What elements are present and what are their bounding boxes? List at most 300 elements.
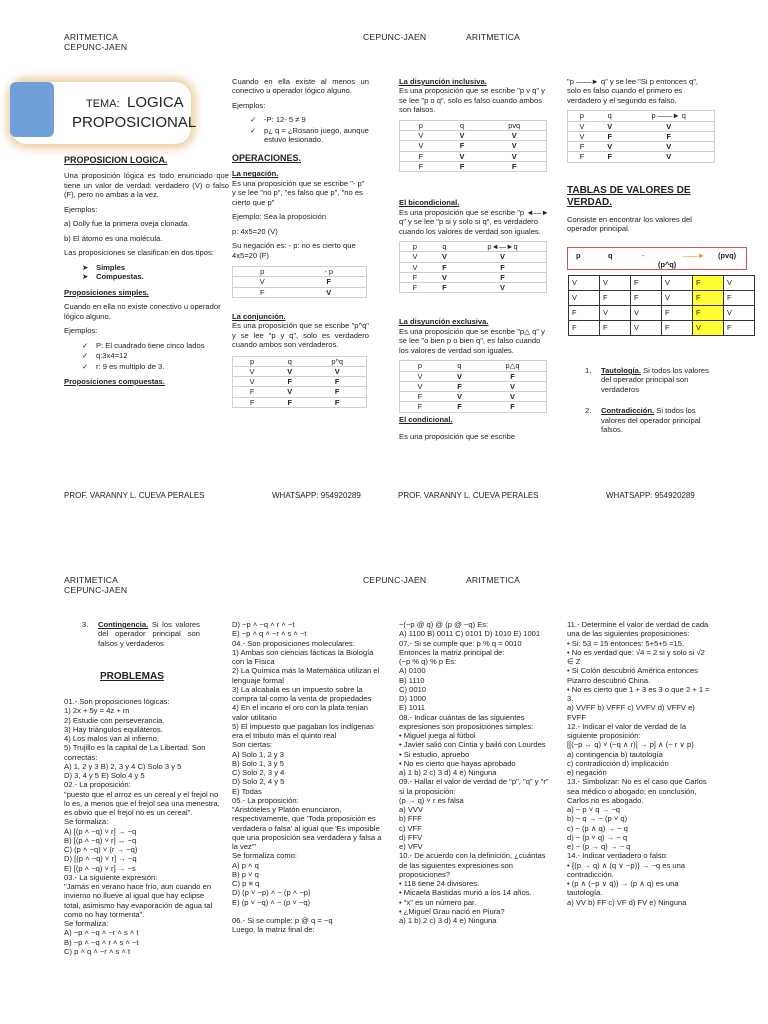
p1-column-2 (232, 77, 369, 408)
table-cell: V (724, 306, 755, 321)
problem-line: E) ~p ˄ q ˄ ~r ˄ s ˄ ~t (232, 629, 307, 639)
table-cell: q (430, 242, 459, 252)
p2-column-2 (232, 620, 382, 935)
problem-line: • Javier salió con Cintia y bailó con Lourdes (399, 740, 546, 750)
bullet-item: ➤ Simples (82, 263, 229, 272)
table-row (233, 377, 367, 387)
problem-line: 02.- La proposición: (64, 780, 131, 790)
table-cell: F (596, 152, 623, 162)
table-cell: V (459, 252, 546, 262)
problem-line: D) 1000 (399, 694, 427, 703)
header-right: ARITMETICA (466, 575, 521, 585)
table-cell: F (631, 276, 662, 291)
table-row (400, 141, 547, 151)
paragraph: Es una proposición que se escribe "p ◄—► q" y se lee "p si y solo si q", es verdadero cuando los valores de verdad son iguales. (399, 207, 549, 236)
check-item: ✓ r: 9 es multiplo de 3. (82, 362, 229, 371)
table-cell: F (271, 397, 308, 407)
header-cell: (pvq) (718, 251, 737, 260)
paragraph: Las proposiciones se clasifican en dos tipos: (64, 248, 214, 258)
problem-line: a) VVFF b) VFFF c) VVFV d) VFFV e) FVFF (567, 703, 695, 722)
table-cell: V (479, 381, 547, 391)
paragraph: p: 4x5=20 (V) (232, 226, 278, 236)
definitions-list (585, 366, 710, 435)
table-cell: F (440, 381, 479, 391)
table-row (400, 120, 547, 130)
problem-line: B) Solo 1, 3 y 5 (232, 758, 284, 768)
table-cell: V (459, 283, 546, 293)
problem-line: D) ~p ˄ ~q ˄ r ˄ ~t (232, 620, 295, 629)
table-cell: p^q (308, 356, 366, 366)
table-cell: V (291, 287, 366, 297)
table-cell: q (440, 361, 479, 371)
table-cell: V (623, 121, 714, 131)
table-cell: V (400, 381, 440, 391)
table-cell: F (308, 387, 366, 397)
table-cell: V (271, 366, 308, 376)
disjunction-table (399, 120, 547, 172)
table-cell: V (271, 387, 308, 397)
table-row (400, 361, 547, 371)
table-row (568, 131, 715, 141)
sub-heading: La negación. (232, 169, 279, 179)
problem-line: E) (p ˅ ~q) ˄ ~ (p ˅ ~q) (232, 897, 311, 907)
p1-column-4 (567, 77, 707, 239)
biconditional-table (399, 241, 547, 293)
problem-line: 2) La Química más la Matemática utilizan el lenguaje formal (232, 666, 380, 685)
header-left-2: CEPUNC-JAEN (64, 42, 128, 52)
title-word-2: PROPOSICIONAL (72, 114, 197, 131)
table-cell: V (596, 142, 623, 152)
problem-line: 2) Estudie con perseverancia. (64, 715, 165, 725)
table-cell: V (442, 151, 483, 161)
check-item: ✓ -P: 12- 5 ≠ 9 (250, 115, 369, 124)
table-cell: F (724, 321, 755, 336)
problem-line: • Si estudio, apruebo (399, 749, 470, 759)
table-cell: F (400, 161, 442, 171)
problems-heading: PROBLEMAS (100, 671, 164, 682)
paragraph: Ejemplos: (232, 100, 266, 110)
problem-line: b) ~ q → ~ (p ˅ q) (567, 814, 628, 824)
problem-line: • Si Colón descubrió América entonces Pizarro descubrió China. (567, 666, 698, 685)
table-cell: F (400, 151, 442, 161)
table-cell: F (233, 387, 272, 397)
problem-line: 12.- Indicar el valor de verdad de la siguiente proposición: (567, 721, 687, 740)
problem-line: C) 0010 (399, 684, 427, 694)
table-cell: V (662, 291, 693, 306)
section-heading: TABLAS DE VALORES DE VERDAD. (567, 184, 691, 209)
problem-line: • Si: 53 = 15 entonces: 5+5+5 =15. (567, 638, 685, 648)
table-cell: F (308, 397, 366, 407)
problem-line: 07.- Si se cumple que: p % q = 0010 Entonces la matriz principal de: (399, 638, 522, 657)
table-row (233, 366, 367, 376)
paragraph: Es una proposición que se escribe "p△ q" y se lee "o bien p o bien q", es falso cuando los valores de verdad son iguales. (399, 326, 545, 355)
table-row (233, 267, 367, 277)
table-cell: p△q (479, 361, 547, 371)
table-cell: F (400, 283, 430, 293)
table-cell: V (440, 371, 479, 381)
table-cell: V (596, 121, 623, 131)
table-cell: V (568, 131, 596, 141)
problem-line: e) VFV (399, 842, 423, 851)
paragraph: Una proposición lógica es todo enunciado que tiene un valor de verdad: verdadero (V) o falso (F), pero no ambas a la vez. (64, 171, 229, 200)
footer-whatsapp: WHATSAPP: 954920289 (606, 491, 695, 500)
problem-line: 13.- Simbolizar: No es el caso que Carlos sea médico o abogado; en conclusión, Carlos no es abogado. (567, 777, 707, 805)
paragraph: Es una proposición que se escribe (399, 432, 516, 442)
table-cell: V (569, 276, 600, 291)
problem-line: ~(~p @ q) @ (p @ ~q) Es: (399, 620, 489, 629)
problem-line: Luego, la matriz final de: (232, 925, 315, 935)
problem-line: d) FFV (399, 832, 423, 842)
table-row (400, 371, 547, 381)
header-right: ARITMETICA (466, 32, 521, 42)
problem-line: 08.- Indicar cuántas de las siguientes expresiones son proposiciones simples: (399, 712, 534, 731)
problem-line: a) ~ p ˅ q → ~q (567, 805, 620, 814)
problem-line: 4) Los malos van al infierno. (64, 734, 159, 743)
check-item: ✓ q:3x4=12 (82, 351, 229, 360)
table-cell: V (623, 142, 714, 152)
table-cell: V (400, 262, 430, 272)
table-cell: F (482, 161, 546, 171)
table-cell: V (442, 131, 483, 141)
list-item: 2. Contradicción. Si todos los valores del operador principal falsos. (585, 406, 701, 435)
term: Contingencia. (98, 620, 149, 629)
table-cell: F (440, 402, 479, 412)
problem-line: 10.- De acuerdo con la definición, ¿cuántas de las siguientes expresiones son proposiciones? (399, 851, 546, 879)
table-cell: V (482, 141, 546, 151)
table-cell: V (430, 252, 459, 262)
header-cell: p (576, 251, 581, 260)
table-row (569, 276, 755, 291)
problem-line: C) p ≡ q (232, 879, 260, 888)
sub-heading: El bicondicional. (399, 198, 460, 208)
problem-line: • Micaela Bastidas murió a los 14 años. (399, 888, 532, 898)
table-cell: F (623, 131, 714, 141)
paragraph: b) El átomo es una molécula. (64, 233, 163, 243)
p1-column-1 (64, 155, 229, 391)
problem-line: 01.- Son proposiciones lógicas: (64, 697, 170, 706)
sub-heading: La disyunción inclusiva. (399, 77, 487, 86)
table-cell: q (271, 356, 308, 366)
table-row (400, 151, 547, 161)
paragraph: Ejemplo: Sea la proposición (232, 212, 327, 222)
table-cell: F (479, 371, 547, 381)
table-cell: V (233, 377, 272, 387)
problem-line: • (p ∧ (~p ∨ q)) → (p ∧ q) es una tautología. (567, 879, 679, 898)
problem-line: d) ~ (p ˅ q) → ~ q (567, 832, 628, 842)
table-row (400, 252, 547, 262)
problem-line: B) [(p ˄ ~q) ˅ r] ↔ ~q (64, 835, 137, 845)
table-cell: V (631, 306, 662, 321)
footer-author: PROF. VARANNY L. CUEVA PERALES (64, 491, 205, 500)
table-cell: F (233, 397, 272, 407)
problem-line: • Miguel juega al fútbol (399, 731, 476, 740)
problem-line: • "x" es un número par. (399, 897, 477, 907)
table-row (569, 306, 755, 321)
table-cell: V (569, 291, 600, 306)
header-center: CEPUNC-JAEN (363, 575, 427, 585)
sub-heading: La conjunción. (232, 311, 286, 321)
header-cell: - (642, 251, 645, 260)
problem-line: 04.- Son proposiciones moleculares: (232, 638, 355, 648)
paragraph: Ejemplos: (64, 204, 98, 214)
table-row (233, 387, 367, 397)
table-cell: F (430, 283, 459, 293)
table-row (233, 277, 367, 287)
table-cell: F (662, 306, 693, 321)
problem-line: "Aristóteles y Platón enunciaron, respectivamente, que 'Toda proposición es verdadera o falsa' al igual que 'Es imposible que una proposición sea verdadera y falsa a la vez'" (232, 805, 382, 851)
problem-line: C) Solo 2, 3 y 4 (232, 768, 285, 777)
table-cell: V (400, 371, 440, 381)
table-cell: V (662, 276, 693, 291)
problem-line: • No es verdad que: √4 = 2 si y solo si √2 ∈ Z (567, 647, 705, 666)
problem-line: A) 1100 B) 0011 C) 0101 D) 1010 E) 1001 (399, 629, 541, 639)
problem-line: A) 1, 2 y 3 B) 2, 3 y 4 C) Solo 3 y 5 (64, 761, 182, 771)
problem-line: E) [(p ˄ ~q) ˅ r] → ~s (64, 863, 136, 873)
table-cell: F (291, 277, 366, 287)
table-row (400, 272, 547, 282)
sub-heading: La disyunción exclusiva. (399, 317, 489, 327)
sub-heading: Proposiciones compuestas. (64, 377, 165, 386)
table-cell: V (482, 151, 546, 161)
problem-line: C) p ˄ q ˄ ~r ˄ s ˄ t (64, 946, 131, 956)
problem-line: Son ciertas: (232, 740, 273, 750)
table-cell: q (442, 120, 483, 130)
table-cell: p (400, 242, 430, 252)
table-cell: V (400, 131, 442, 141)
list-item: 1. Tautología. Si todos los valores del operador principal son verdaderos (585, 366, 709, 394)
table-cell: p ——► q (623, 111, 714, 121)
table-cell: F (662, 321, 693, 336)
problem-line: e) negación (567, 768, 607, 777)
conjunction-table (232, 356, 367, 408)
problem-line: 5) El impuesto que pagaban los indígenas era el tributo más el quinto real (232, 721, 374, 740)
p1-column-3 (399, 77, 549, 447)
sub-heading: El condicional. (399, 414, 453, 424)
term: Contradicción. (601, 406, 655, 416)
problem-line: • ¿Miguel Grau nació en Piura? (399, 906, 505, 916)
problem-line: 06.- Si se cumple: p @ q = ~q (232, 916, 333, 925)
table-cell: F (596, 131, 623, 141)
problem-line: 3) La alcabala es un impuesto sobre la compra tal como la venta de propiedades (232, 684, 372, 703)
table-cell: F (400, 392, 440, 402)
paragraph: Cuando en ella no existe conectivo u operador lógico alguno. (64, 302, 221, 321)
definition: Si todos los valores del operador principal falsos. (601, 406, 701, 435)
footer-whatsapp: WHATSAPP: 954920289 (272, 491, 361, 500)
problem-line: 11.- Determine el valor de verdad de cada una de las siguientes proposiciones: (567, 620, 709, 639)
table-row (400, 131, 547, 141)
table-cell: p (233, 267, 292, 277)
table-cell: p (233, 356, 272, 366)
table-cell: F (600, 291, 631, 306)
table-cell: V (568, 121, 596, 131)
table-cell: F (569, 321, 600, 336)
table-cell: F (600, 321, 631, 336)
table-cell: p (400, 361, 440, 371)
problem-line: "Jamás en verano hace frío, aun cuando en invierno no llueve al igual que hay eclipse total, asimismo hay evaporación de agua tal como no hay tormenta". (64, 882, 213, 919)
problem-line: c) VFF (399, 823, 422, 833)
problem-line: B) p ˅ q (232, 869, 259, 879)
problem-line: B) ~p ˄ ~q ˄ r ˄ s ˄ ~t (64, 937, 139, 947)
p2-column-1 (64, 697, 222, 956)
title-word-1: LOGICA (127, 94, 184, 111)
table-cell: - p (291, 267, 366, 277)
problem-line: [[(~p ↔ q) ˅ (~q ∧ r)] → p] ∧ (~ r ∨ p) (567, 740, 694, 750)
truth-table-header (567, 247, 747, 270)
section-heading: OPERACIONES. (232, 152, 302, 163)
paragraph: "p ——► q" y se lee "Si p entonces q", solo es falso cuando el primero es verdadero y el segundo es falso. (567, 77, 698, 105)
table-row (568, 121, 715, 131)
problem-line: 1) 2x + 5y = 4z + m (64, 706, 130, 716)
problem-line: D) Solo 2, 4 y 5 (232, 777, 285, 787)
problem-line: a) contingencia b) tautología (567, 749, 663, 759)
negation-table (232, 266, 367, 298)
problem-line: (p → q) ˅ r es falsa (399, 795, 464, 805)
table-cell: F (479, 402, 547, 412)
table-cell: p (400, 120, 442, 130)
problem-line: A) [(p ˄ ~q) ˅ r] → ~q (64, 826, 137, 836)
problem-line: Se formaliza: (64, 919, 109, 928)
problem-line: c) contradicción d) implicación (567, 758, 669, 768)
problem-line: e) ~ (p → q) → ~ q (567, 842, 631, 851)
header-cell: (p^q) (658, 260, 677, 269)
table-row (400, 392, 547, 402)
problem-line: A) 0100 (399, 666, 426, 676)
paragraph: Consiste en encontrar los valores del operador principal. (567, 214, 692, 234)
table-cell: F (693, 291, 724, 306)
problem-line: • 118 tiene 24 divisores. (399, 879, 480, 888)
problem-line: 05.- La proposición: (232, 795, 299, 805)
paragraph: Es una proposición que se escribe "p v q" y se lee "p o q", solo es falso cuando ambos son falsos. (399, 86, 545, 115)
table-cell: F (442, 161, 483, 171)
paragraph: Ejemplos: (64, 326, 98, 336)
table-cell: V (482, 131, 546, 141)
table-cell: V (233, 277, 292, 287)
table-cell: F (442, 141, 483, 151)
problem-line: B) 1110 (399, 675, 425, 685)
problem-line: E) 1011 (399, 703, 426, 713)
table-cell: V (693, 321, 724, 336)
problem-line: (~p % q) % p Es: (399, 657, 457, 666)
table-cell: V (400, 252, 430, 262)
table-cell: V (400, 141, 442, 151)
problem-line: 5) Trujillo es la capital de La Libertad. Son correctas: (64, 743, 206, 762)
problem-line: D) [(p ˄ ~q) ˅ r] → ~q (64, 854, 137, 864)
table-cell: F (308, 377, 366, 387)
paragraph: a) Dolly fue la primera oveja clonada. (64, 219, 190, 229)
table-cell: V (308, 366, 366, 376)
table-cell: F (724, 291, 755, 306)
header-center: CEPUNC-JAEN (363, 32, 427, 42)
definition: Si todos los valores del operador principal son verdaderos (601, 366, 709, 394)
truth-table-grid (568, 275, 755, 336)
problem-line: • {(p → q) ∧ (q ∨ ~p)} → ~q es una contradicción. (567, 860, 686, 879)
problem-line: 4) En el incario el oro con la plata tenían valor utilitario (232, 703, 368, 722)
table-row (568, 111, 715, 121)
table-cell: V (440, 392, 479, 402)
table-row (400, 283, 547, 293)
title-label: TEMA: (86, 98, 120, 110)
table-cell: V (479, 392, 547, 402)
table-cell: V (623, 152, 714, 162)
problem-line: c) ~ (p ∧ q) → ~ q (567, 823, 628, 833)
problem-line: Se formaliza como: (232, 851, 297, 861)
table-row (400, 381, 547, 391)
table-cell: F (233, 287, 292, 297)
table-cell: V (600, 306, 631, 321)
table-cell: pvq (482, 120, 546, 130)
list-item: 3. Contingencia. Si los valores del operador principal son falsos y verdaderos (82, 620, 200, 648)
table-cell: F (459, 262, 546, 272)
header-cell: q (608, 251, 613, 260)
problem-line: 1) Ambas son ciencias fácticas la Biología con la Física (232, 647, 374, 666)
exclusive-table (399, 360, 547, 412)
problem-line: D) (p ˅ ~p) ˄ ~ (p ˄ ~p) (232, 888, 311, 898)
footer-author: PROF. VARANNY L. CUEVA PERALES (398, 491, 539, 500)
table-row (233, 356, 367, 366)
table-cell: F (568, 152, 596, 162)
table-row (400, 242, 547, 252)
problem-line: b) FFF (399, 814, 422, 824)
table-cell: V (631, 321, 662, 336)
table-cell: F (459, 272, 546, 282)
sub-heading: Proposiciones simples. (64, 287, 149, 297)
paragraph: Es una proposición que se escribe "p^q" y se lee "p y q", solo es verdadero cuando ambos son verdaderos. (232, 321, 369, 350)
problem-line: 3) Hay triángulos equiláteros. (64, 724, 163, 734)
table-row (569, 291, 755, 306)
problem-line: a) VVV (399, 805, 424, 814)
table-row (400, 262, 547, 272)
table-cell: F (400, 272, 430, 282)
table-cell: F (271, 377, 308, 387)
header-left-2: CEPUNC-JAEN (64, 585, 128, 595)
table-cell: V (724, 276, 755, 291)
problem-line: 09.- Hallar el valor de verdad de "p", "q" y "r" si la proposición: (399, 777, 549, 796)
definition: Si los valores del operador principal son falsos y verdaderos (98, 620, 200, 648)
problem-line: A) Solo 1, 2 y 3 (232, 749, 284, 759)
paragraph: Su negación es: - p: no es cierto que 4x5=20 (F) (232, 241, 356, 260)
problem-line: 14.- Indicar verdadero o falso: (567, 851, 668, 861)
problem-line (232, 907, 382, 916)
problem-line: D) 3, 4 y 5 E) Solo 4 y 5 (64, 771, 145, 780)
table-cell: F (631, 291, 662, 306)
problem-line: a) 1 b) 2 c) 3 d) 4 e) Ninguna (399, 768, 497, 777)
table-cell: p (568, 111, 596, 121)
problem-line: • No es cierto que hayas aprobado (399, 758, 516, 768)
table-cell: F (568, 142, 596, 152)
table-cell: F (693, 306, 724, 321)
p2-column-4 (567, 620, 712, 907)
table-row (233, 397, 367, 407)
problem-line: a) 1 b) 2 c) 3 d) 4 e) Ninguna (399, 916, 497, 925)
title-blue-square (10, 82, 54, 137)
header-left-1: ARITMETICA (64, 32, 119, 42)
check-item: ✓ P: El cuadrado tiene cinco lados (82, 341, 229, 350)
table-cell: q (596, 111, 623, 121)
section-heading: PROPOSICION LOGICA. (64, 155, 168, 165)
problem-line: Se formaliza: (64, 817, 109, 827)
problem-line: • No es cierto que 1 + 3 es 3 o que 2 + 1 = 3. (567, 684, 710, 703)
table-cell: V (233, 366, 272, 376)
table-row (568, 152, 715, 162)
problem-line: E) Todas (232, 786, 262, 796)
table-cell: V (430, 272, 459, 282)
table-row (568, 142, 715, 152)
table-cell: V (600, 276, 631, 291)
paragraph: Es una proposición que se escribe "- p" y se lee "no p", "es falso que p", "no es cierto que p" (232, 178, 365, 207)
conditional-table (567, 110, 715, 162)
problem-line: A) p ˄ q (232, 860, 259, 870)
problem-line: 03.- La siguiente expresión: (64, 872, 158, 882)
